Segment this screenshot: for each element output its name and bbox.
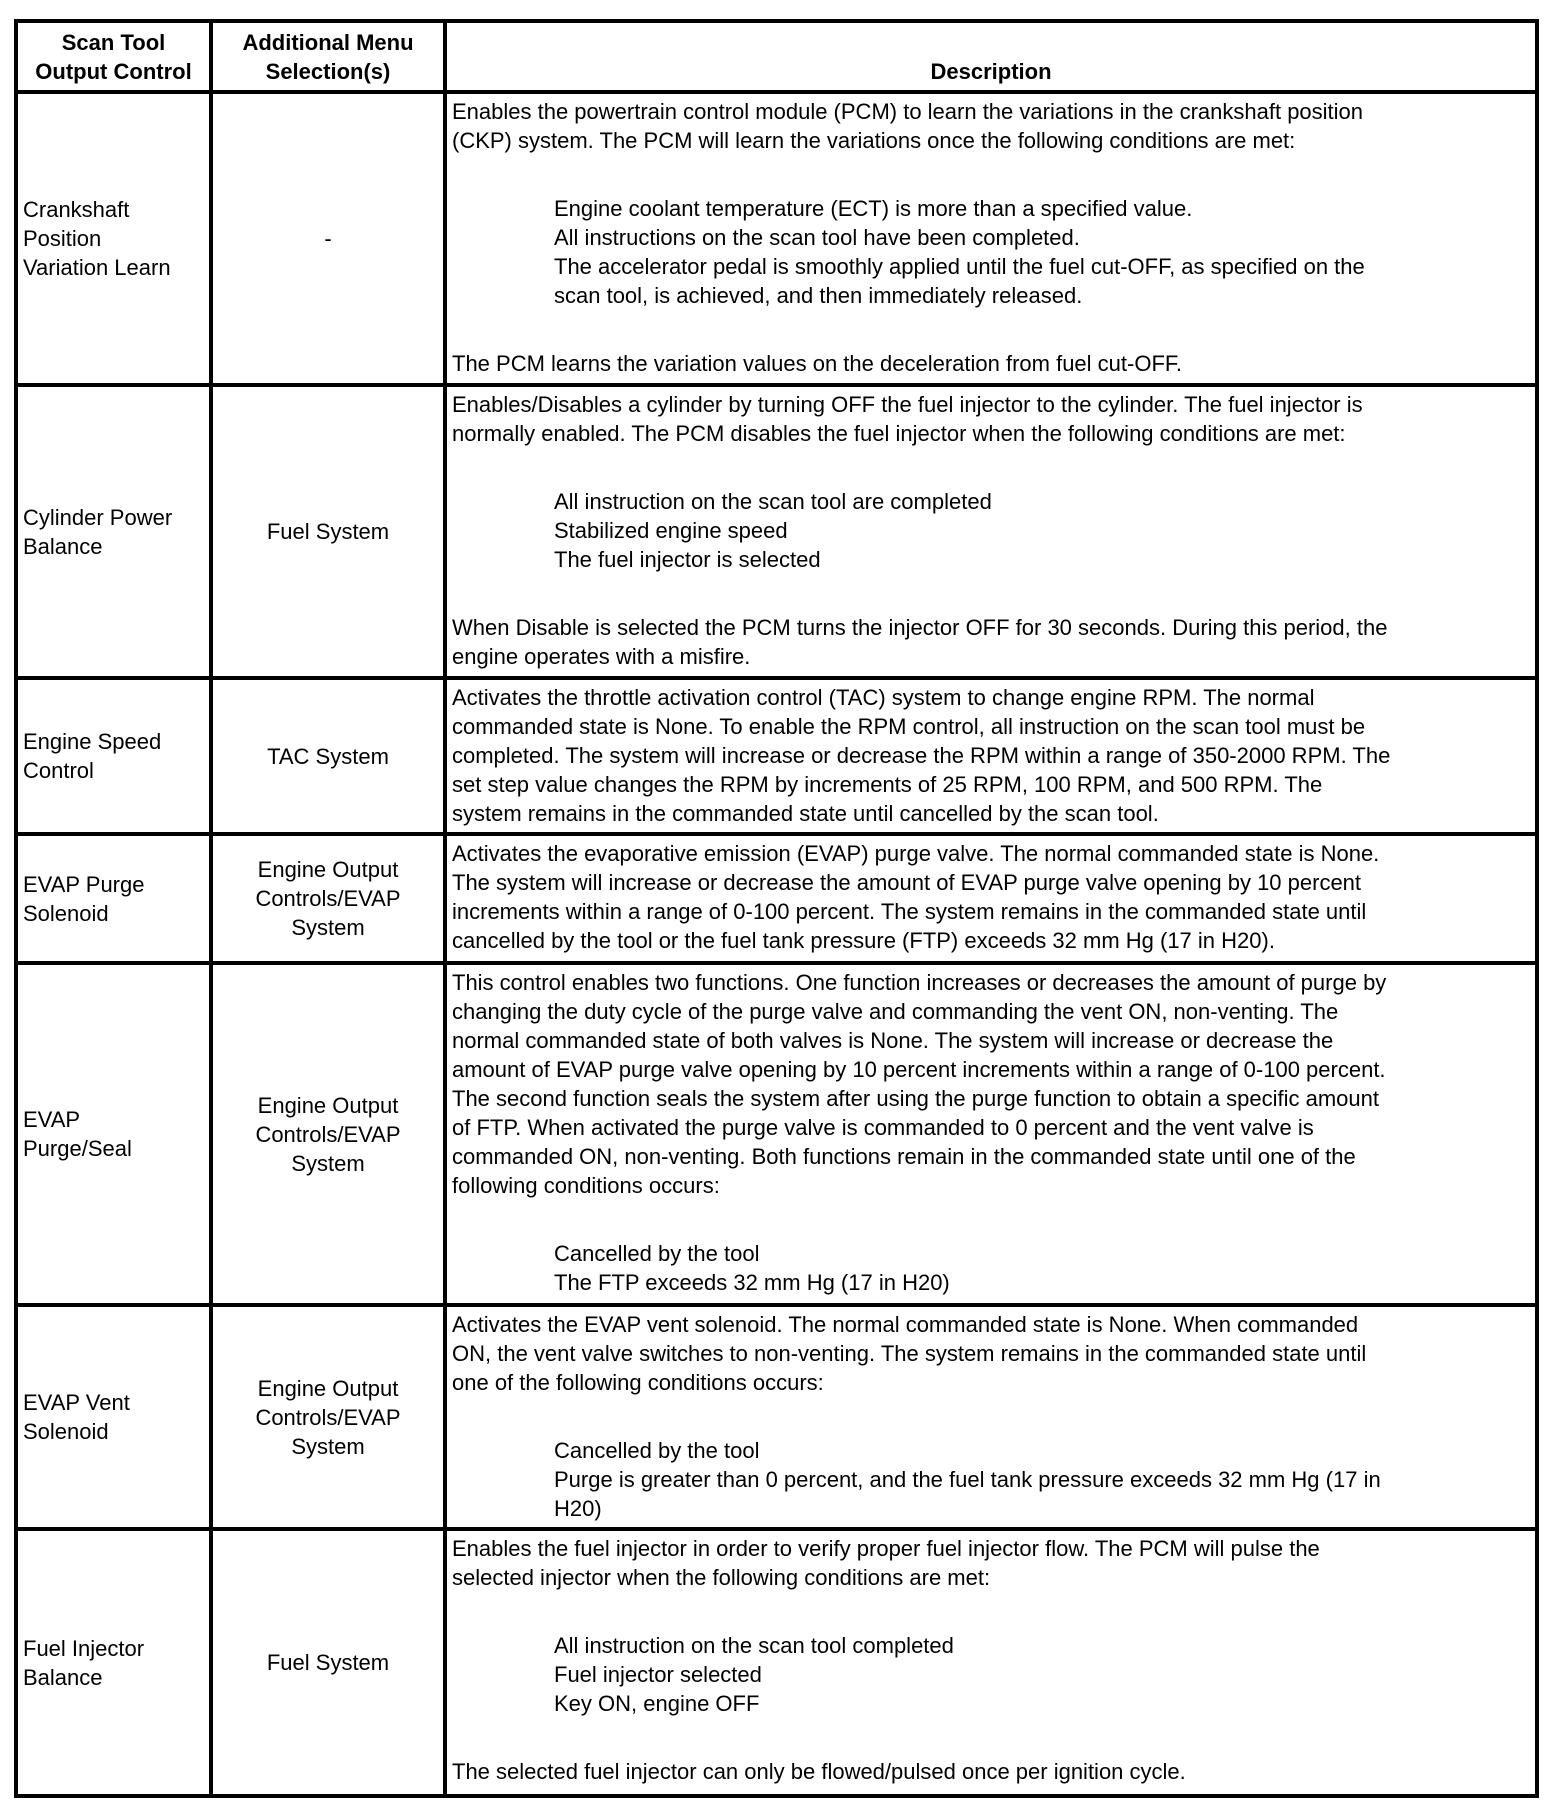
description-line: completed. The system will increase or decrease the RPM within a range of 350-2000 RPM. The [452, 743, 1391, 768]
condition-line: Cancelled by the tool [554, 1438, 760, 1463]
description-line: amount of EVAP purge valve opening by 10 percent increments within a range of 0-100 percent. [452, 1057, 1386, 1082]
description-paragraph [452, 613, 1530, 671]
output-control-text: Balance [23, 1664, 103, 1690]
output-control-cell [16, 678, 211, 834]
description-line: normally enabled. The PCM disables the fuel injector when the following conditions are met: [452, 421, 1346, 446]
description-line: This control enables two functions. One function increases or decreases the amount of purge by [452, 970, 1387, 995]
menu-selection-text: - [324, 226, 332, 251]
condition-list [452, 487, 1530, 574]
condition-line: Cancelled by the tool [554, 1241, 760, 1266]
table-row [16, 963, 1537, 1305]
menu-selection-text: System [291, 1150, 365, 1176]
output-control-cell [16, 834, 211, 963]
condition-line: The FTP exceeds 32 mm Hg (17 in H20) [554, 1270, 950, 1295]
description-paragraph [452, 968, 1530, 1200]
header-line: Output Control [35, 59, 192, 84]
menu-selection-text: Fuel System [266, 519, 390, 544]
condition-line: Stabilized engine speed [554, 518, 788, 543]
condition-line: scan tool, is achieved, and then immediately released. [554, 283, 1083, 308]
condition-line: Purge is greater than 0 percent, and the fuel tank pressure exceeds 32 mm Hg (17 in [554, 1467, 1381, 1492]
description-paragraph [452, 390, 1530, 448]
table-row [16, 1529, 1537, 1796]
condition-line: The accelerator pedal is smoothly applied until the fuel cut-OFF, as specified on the [554, 254, 1365, 279]
description-line: Enables/Disables a cylinder by turning OFF the fuel injector to the cylinder. The fuel injector is [452, 392, 1363, 417]
description-line: one of the following conditions occurs: [452, 1370, 824, 1395]
description-line: Enables the fuel injector in order to verify proper fuel injector flow. The PCM will pulse the [452, 1536, 1320, 1561]
description-paragraph [452, 97, 1530, 155]
description-line: engine operates with a misfire. [452, 644, 751, 669]
description-cell [445, 1529, 1537, 1796]
menu-selection-text: Engine Output [257, 1092, 399, 1118]
description-line: Activates the throttle activation control (TAC) system to change engine RPM. The normal [452, 685, 1315, 710]
description-line: When Disable is selected the PCM turns the injector OFF for 30 seconds. During this period, the [452, 615, 1388, 640]
menu-selection-cell [211, 92, 445, 385]
description-cell [445, 1305, 1537, 1529]
description-line: increments within a range of 0-100 percent. The system remains in the commanded state until [452, 899, 1367, 924]
output-control-text: Crankshaft [23, 197, 130, 222]
description-line: following conditions occurs: [452, 1173, 720, 1198]
condition-line: Engine coolant temperature (ECT) is more than a specified value. [554, 196, 1193, 221]
description-line: Activates the evaporative emission (EVAP) purge valve. The normal commanded state is None. [452, 841, 1380, 866]
description-paragraph [452, 1534, 1530, 1592]
output-control-text: Fuel Injector [23, 1635, 145, 1661]
header-scan-tool-output-control [16, 21, 211, 92]
condition-list [452, 1631, 1530, 1718]
description-cell [445, 963, 1537, 1305]
table-row [16, 1305, 1537, 1529]
condition-list [452, 1436, 1530, 1523]
output-control-cell [16, 1305, 211, 1529]
description-paragraph [452, 1757, 1530, 1786]
menu-selection-text: TAC System [267, 743, 389, 769]
description-line: Activates the EVAP vent solenoid. The normal commanded state is None. When commanded [452, 1312, 1359, 1337]
description-line: The second function seals the system after using the purge function to obtain a specific amount [452, 1086, 1379, 1111]
condition-list [452, 194, 1530, 310]
menu-selection-text: Controls/EVAP [255, 1404, 401, 1430]
description-line: The PCM learns the variation values on the deceleration from fuel cut-OFF. [452, 351, 1183, 376]
description-cell [445, 834, 1537, 963]
description-line: cancelled by the tool or the fuel tank pressure (FTP) exceeds 32 mm Hg (17 in H20). [452, 928, 1275, 953]
table-row [16, 92, 1537, 385]
description-paragraph [452, 349, 1530, 378]
output-control-text: Engine Speed [23, 729, 162, 754]
header-line: Selection(s) [265, 59, 391, 84]
header-description: Description [445, 21, 1537, 92]
description-paragraph [452, 839, 1530, 955]
menu-selection-text: Controls/EVAP [255, 886, 401, 911]
table-row [16, 834, 1537, 963]
output-control-text: Solenoid [23, 1419, 109, 1444]
menu-selection-text: System [291, 915, 365, 940]
menu-selection-cell [211, 385, 445, 678]
condition-line: The fuel injector is selected [554, 547, 821, 572]
condition-line: All instruction on the scan tool completed [554, 1633, 954, 1658]
description-line: The system will increase or decrease the amount of EVAP purge valve opening by 10 percent [452, 870, 1362, 895]
condition-line: All instruction on the scan tool are completed [554, 489, 992, 514]
output-control-text: EVAP [23, 1107, 81, 1132]
output-control-text: Cylinder Power [23, 504, 173, 530]
condition-line: Key ON, engine OFF [554, 1691, 760, 1716]
menu-selection-text: Controls/EVAP [255, 1121, 401, 1147]
description-line: of FTP. When activated the purge valve is commanded to 0 percent and the vent valve is [452, 1115, 1314, 1140]
output-control-cell [16, 92, 211, 385]
description-paragraph [452, 683, 1530, 828]
menu-selection-text: System [291, 1433, 365, 1459]
output-control-text: Position [23, 226, 102, 251]
description-line: The selected fuel injector can only be flowed/pulsed once per ignition cycle. [452, 1759, 1186, 1784]
output-control-text: Balance [23, 533, 103, 559]
header-line: Scan Tool [61, 30, 166, 55]
menu-selection-text: Engine Output [257, 857, 399, 882]
header-additional-menu-selections [211, 21, 445, 92]
description-line: commanded ON, non-venting. Both functions remain in the commanded state until one of the [452, 1144, 1356, 1169]
output-control-cell [16, 1529, 211, 1796]
description-line: ON, the vent valve switches to non-venting. The system remains in the commanded state until [452, 1341, 1367, 1366]
condition-list [452, 1239, 1530, 1297]
description-line: changing the duty cycle of the purge valve and commanding the vent ON, non-venting. The [452, 999, 1339, 1024]
condition-line: H20) [554, 1496, 602, 1521]
output-control-table [14, 19, 1539, 1798]
output-control-text: Control [23, 758, 94, 783]
output-control-cell [16, 963, 211, 1305]
description-line: normal commanded state of both valves is None. The system will increase or decrease the [452, 1028, 1334, 1053]
menu-selection-cell [211, 834, 445, 963]
menu-selection-cell [211, 1305, 445, 1529]
condition-line: Fuel injector selected [554, 1662, 762, 1687]
output-control-text: Purge/Seal [23, 1136, 132, 1161]
menu-selection-cell [211, 678, 445, 834]
output-control-text: Solenoid [23, 900, 109, 926]
description-paragraph [452, 1310, 1530, 1397]
description-line: set step value changes the RPM by increments of 25 RPM, 100 RPM, and 500 RPM. The [452, 772, 1323, 797]
description-line: commanded state is None. To enable the RPM control, all instruction on the scan tool must be [452, 714, 1366, 739]
description-line: selected injector when the following conditions are met: [452, 1565, 991, 1590]
header-line: Additional Menu [242, 30, 414, 55]
menu-selection-text: Engine Output [257, 1375, 399, 1401]
table-header-row [16, 21, 1537, 92]
condition-line: All instructions on the scan tool have been completed. [554, 225, 1080, 250]
output-control-text: EVAP Vent [23, 1390, 130, 1415]
table-row [16, 678, 1537, 834]
description-line: system remains in the commanded state until cancelled by the scan tool. [452, 801, 1159, 826]
description-line: (CKP) system. The PCM will learn the variations once the following conditions are met: [452, 128, 1296, 153]
menu-selection-text: Fuel System [266, 1650, 390, 1675]
description-cell [445, 385, 1537, 678]
description-cell [445, 92, 1537, 385]
output-control-cell [16, 385, 211, 678]
table-row [16, 385, 1537, 678]
menu-selection-cell [211, 963, 445, 1305]
menu-selection-cell [211, 1529, 445, 1796]
description-line: Enables the powertrain control module (PCM) to learn the variations in the crankshaft position [452, 99, 1364, 124]
output-control-text: EVAP Purge [23, 871, 145, 897]
description-cell [445, 678, 1537, 834]
output-control-text: Variation Learn [23, 255, 171, 280]
